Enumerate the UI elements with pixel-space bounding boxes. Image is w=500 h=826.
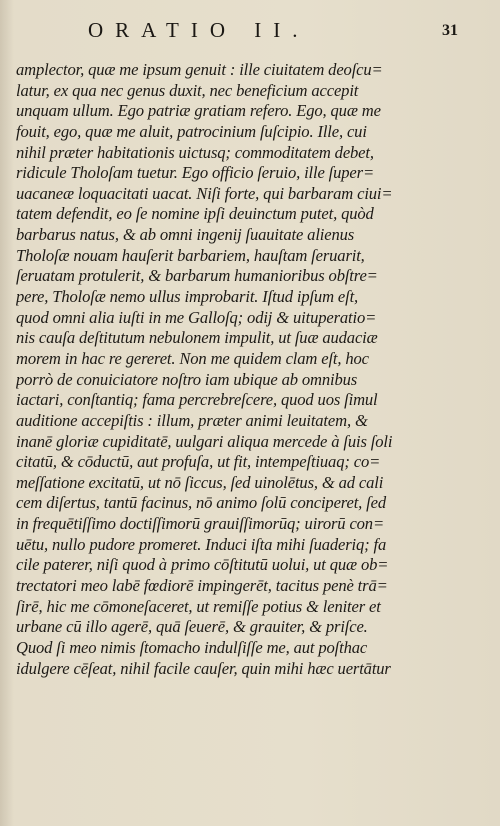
text-line: latur, ex qua nec genus duxit, nec beneficium accepit xyxy=(16,80,359,100)
text-line: uacaneæ loquacitati uacat. Niſi forte, qui barbaram ciui= xyxy=(16,183,393,203)
text-line: cile paterer, niſi quod à primo cōſtitutū uolui, ut quæ ob= xyxy=(16,555,389,575)
text-line: inanē gloriæ cupiditatē, uulgari aliqua mercede à ſuis ſoli xyxy=(16,431,393,451)
text-line: fouit, ego, quæ me aluit, patrocinium ſuſcipio. Ille, cui xyxy=(16,121,367,141)
text-line: quod omni alia iuſti in me Galloſq; odij & uituperatio= xyxy=(16,307,377,327)
page-number: 31 xyxy=(442,22,458,39)
text-line: idulgere cēſeat, nihil facile cauſer, quin mihi hæc uertātur xyxy=(16,658,391,678)
text-line: nihil præter habitationis uictusq; commoditatem debet, xyxy=(16,142,374,162)
text-block xyxy=(16,60,472,679)
text-line: ſeruatam protulerit, & barbarum humanioribus obſtre= xyxy=(16,266,378,286)
text-line: nis cauſa deſtitutum nebulonem impulit, ut ſuæ audaciæ xyxy=(16,328,378,348)
running-head xyxy=(0,18,500,48)
text-line: morem in hac re gereret. Non me quidem clam eſt, hoc xyxy=(16,348,369,368)
text-line: citatū, & cōductū, aut profuſa, ut fit, intempeſtiuaq; co= xyxy=(16,452,381,472)
text-line: auditione accepiſtis : illum, præter animi leuitatem, & xyxy=(16,410,368,430)
text-line: in frequētiſſimo doctiſſimorū grauiſſimorūq; uirorū con= xyxy=(16,514,385,534)
text-line: Quod ſi meo nimis ſtomacho indulſiſſe me, aut poſthac xyxy=(16,637,368,657)
text-line: meſſatione excitatū, ut nō ſiccus, ſed uinolētus, & ad cali xyxy=(16,472,384,492)
text-line: ridicule Tholoſam tuetur. Ego officio ſeruio, ille ſuper= xyxy=(16,163,375,183)
text-line: porrò de conuiciatore noſtro iam ubique ab omnibus xyxy=(16,369,358,389)
text-line: ſirē, hic me cōmoneſaceret, ut remiſſe potius & leniter et xyxy=(16,596,381,616)
text-line: trectatori meo labē fœdiorē impingerēt, tacitus penè trā= xyxy=(16,576,388,596)
text-line: unquam ullum. Ego patriæ gratiam refero. Ego, quæ me xyxy=(16,101,381,121)
text-line: cem diſertus, tantū facinus, nō animo ſolū conciperet, ſed xyxy=(16,493,386,513)
text-line: urbane cū illo agerē, quā ſeuerē, & grauiter, & priſce. xyxy=(16,617,368,637)
text-line: amplector, quæ me ipsum genuit : ille ciuitatem deoſcu= xyxy=(16,60,383,79)
page-title: ORATIO II. xyxy=(88,18,310,42)
text-line: uētu, nullo pudore promeret. Induci iſta mihi ſuaderiq; fa xyxy=(16,534,387,554)
text-line: pere, Tholoſæ nemo ullus improbarit. Iſtud ipſum eſt, xyxy=(16,287,359,307)
text-line: Tholoſæ nouam hauſerit barbariem, hauſtam ſeruarit, xyxy=(16,245,365,265)
text-line: barbarus natus, & ab omni ingenij ſuauitate alienus xyxy=(16,225,355,245)
text-line: tatem defendit, eo ſe nomine ipſi deuinctum putet, quòd xyxy=(16,204,374,224)
text-line: iactari, conſtantiq; fama percrebreſcere, quod uos ſimul xyxy=(16,390,378,410)
